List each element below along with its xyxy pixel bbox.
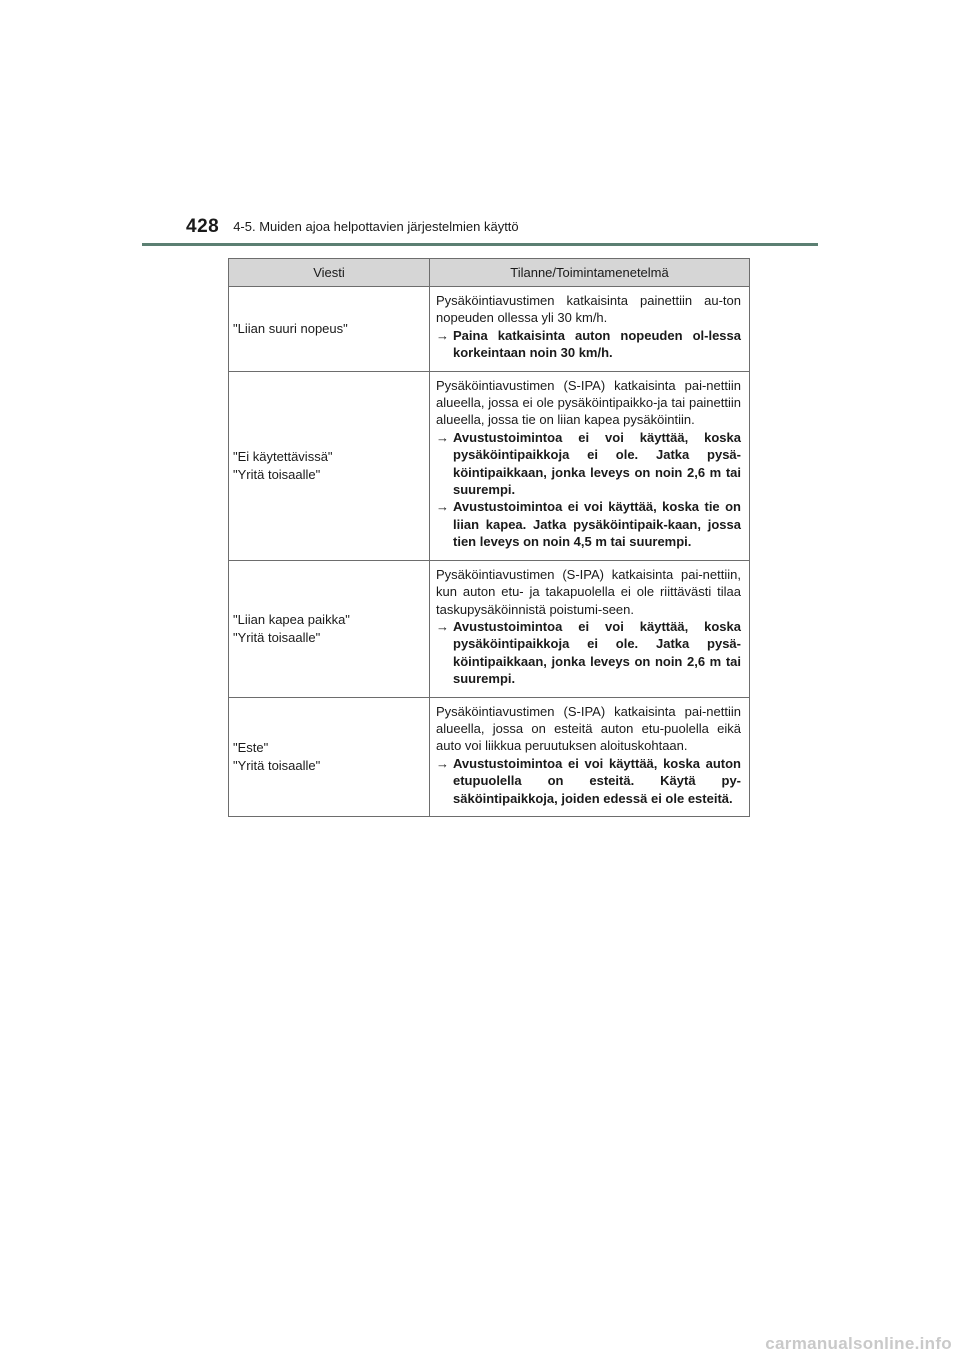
message-text: "Ei käytettävissä": [233, 449, 333, 465]
action-text: Avustustoimintoa ei voi käyttää, koska tie on liian kapea. Jatka pysäköintipaik-kaan, jossa tien leveys on noin 4,5 m tai suurempi.: [453, 499, 741, 550]
arrow-right-icon: →: [436, 755, 449, 771]
message-text: "Yritä toisaalle": [233, 466, 321, 482]
action-item: [436, 755, 741, 807]
message-text: "Este": [233, 740, 269, 756]
situation-cell: [430, 697, 750, 816]
column-header-message: Viesti: [229, 259, 430, 287]
message-table: [228, 258, 750, 817]
situation-cell: [430, 287, 750, 372]
message-text: "Liian kapea paikka": [233, 612, 350, 628]
action-text: Avustustoimintoa ei voi käyttää, koska pysäköintipaikkoja ei ole. Jatka pysä-köintipaikkaan, jonka leveys on noin 2,6 m tai suurempi.: [453, 618, 741, 687]
situation-text: Pysäköintiavustimen (S-IPA) katkaisinta pai-nettiin alueella, jossa ei ole pysäköintipaikko-ja tai painettiin alueella, jossa tie on liian kapea pysäköintiin.: [436, 377, 741, 428]
message-cell: [229, 697, 430, 816]
section-title: 4-5. Muiden ajoa helpottavien järjestelmien käyttö: [233, 219, 519, 234]
message-cell: [229, 371, 430, 560]
situation-text: Pysäköintiavustimen katkaisinta painettiin au-ton nopeuden ollessa yli 30 km/h.: [436, 293, 741, 326]
message-cell: [229, 287, 430, 372]
table-row: [229, 287, 750, 372]
action-text: Avustustoimintoa ei voi käyttää, koska pysäköintipaikkoja ei ole. Jatka pysä-köintipaikkaan, jonka leveys on noin 2,6 m tai suurempi.: [453, 429, 741, 498]
action-item: [436, 429, 741, 499]
table-row: [229, 560, 750, 697]
table-row: [229, 371, 750, 560]
situation-text: Pysäköintiavustimen (S-IPA) katkaisinta pai-nettiin, kun auton etu- ja takapuolella ei ole riittävästi tilaa taskupysäköinnistä poistumi-seen.: [436, 566, 741, 617]
column-header-situation: Tilanne/Toimintamenetelmä: [430, 259, 750, 287]
action-item: [436, 618, 741, 688]
page-number: 428: [186, 216, 220, 237]
table-header-row: [229, 259, 750, 287]
message-text: "Yritä toisaalle": [233, 629, 321, 645]
situation-text: Pysäköintiavustimen (S-IPA) katkaisinta pai-nettiin alueella, jossa on esteitä auton etu-puolella eikä auto voi liikkua peruutuksen aloituskohtaan.: [436, 703, 741, 754]
arrow-right-icon: →: [436, 499, 449, 515]
arrow-right-icon: →: [436, 618, 449, 634]
action-item: [436, 498, 741, 550]
situation-cell: [430, 371, 750, 560]
message-text: "Liian suuri nopeus": [233, 321, 348, 337]
message-cell: [229, 560, 430, 697]
table-row: [229, 697, 750, 816]
page-header: [186, 216, 519, 238]
situation-cell: [430, 560, 750, 697]
header-divider: [142, 243, 818, 246]
arrow-right-icon: →: [436, 429, 449, 445]
action-item: [436, 327, 741, 362]
arrow-right-icon: →: [436, 327, 449, 343]
action-text: Paina katkaisinta auton nopeuden ol-lessa korkeintaan noin 30 km/h.: [453, 327, 741, 361]
message-text: "Yritä toisaalle": [233, 757, 321, 773]
watermark-text: carmanualsonline.info: [765, 1334, 952, 1353]
action-text: Avustustoimintoa ei voi käyttää, koska auton etupuolella on esteitä. Käytä py-säköintipaikkoja, joiden edessä ei ole esteitä.: [453, 755, 741, 806]
